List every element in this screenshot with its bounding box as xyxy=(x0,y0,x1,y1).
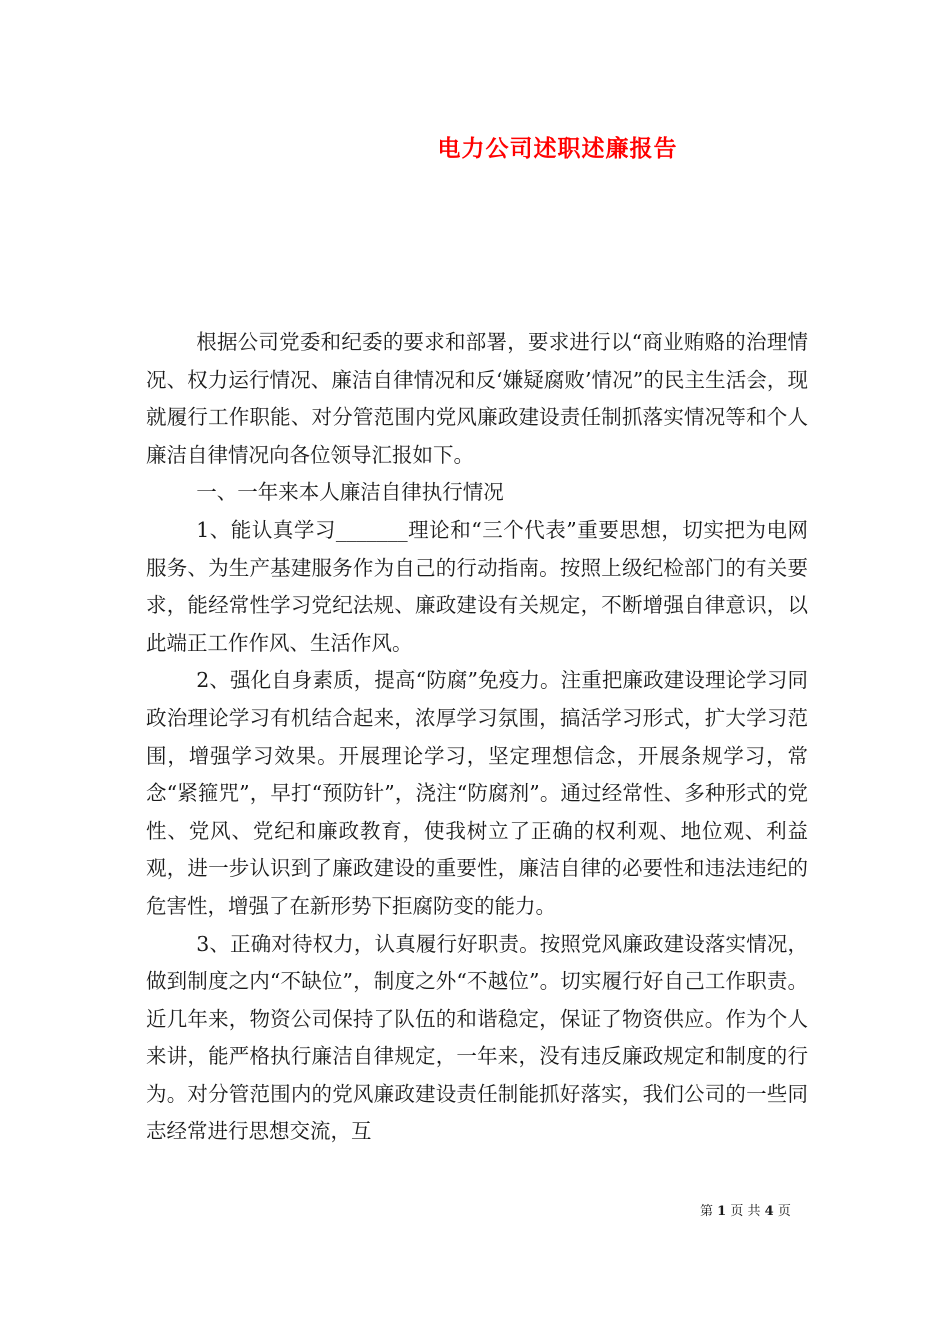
footer-prefix: 第 xyxy=(700,1204,714,1219)
footer-current-page: 1 xyxy=(717,1204,727,1219)
footer-total-pages: 4 xyxy=(764,1204,774,1219)
page-footer xyxy=(700,1203,791,1221)
document-body xyxy=(146,324,808,1151)
footer-suffix: 页 xyxy=(777,1204,791,1219)
footer-middle: 页 共 xyxy=(730,1204,761,1219)
paragraph-intro: 根据公司党委和纪委的要求和部署，要求进行以“商业贿赂的治理情况、权力运行情况、廉洁自律情况和反‘嫌疑腐败’情况”的民主生活会，现就履行工作职能、对分管范围内党风廉政建设责任制抓落实情况等和个人廉洁自律情况向各位领导汇报如下。 xyxy=(146,330,808,467)
paragraph-item-3: 3、正确对待权力，认真履行好职责。按照党风廉政建设落实情况，做到制度之内“不缺位”，制度之外“不越位”。切实履行好自己工作职责。近几年来，物资公司保持了队伍的和谐稳定，保证了物资供应。作为个人来讲，能严格执行廉洁自律规定，一年来，没有违反廉政规定和制度的行为。对分管范围内的党风廉政建设责任制能抓好落实，我们公司的一些同志经常进行思想交流，互 xyxy=(146,931,808,1144)
paragraph-item-1: 1、能认真学习_______理论和“三个代表”重要思想，切实把为电网服务、为生产基建服务作为自己的行动指南。按照上级纪检部门的有关要求，能经常性学习党纪法规、廉政建设有关规定，不断增强自律意识，以此端正工作作风、生活作风。 xyxy=(146,517,808,655)
document-title: 电力公司述职述廉报告 xyxy=(437,135,678,162)
paragraph-item-2: 2、强化自身素质，提高“防腐”免疫力。注重把廉政建设理论学习同政治理论学习有机结合起来，浓厚学习氛围，搞活学习形式，扩大学习范围，增强学习效果。开展理论学习，坚定理想信念，开展条规学习，常念“紧箍咒”，早打“预防针”，浇注“防腐剂”。通过经常性、多种形式的党性、党风、党纪和廉政教育，使我树立了正确的权利观、地位观、利益观，进一步认识到了廉政建设的重要性，廉洁自律的必要性和违法违纪的危害性，增强了在新形势下拒腐防变的能力。 xyxy=(146,668,808,918)
section-heading-1: 一、一年来本人廉洁自律执行情况 xyxy=(196,480,504,505)
